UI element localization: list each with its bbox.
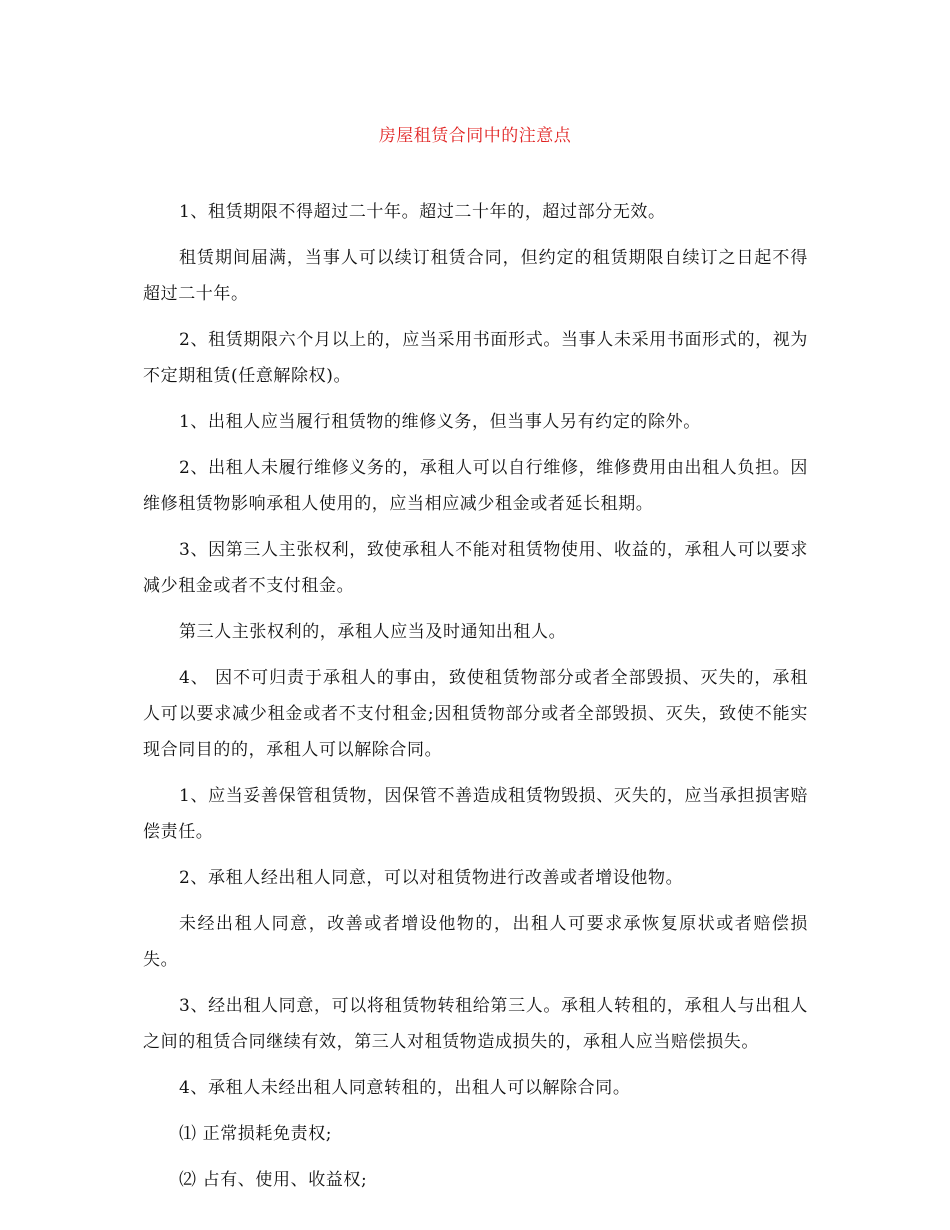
document-title: 房屋租赁合同中的注意点: [378, 126, 572, 146]
paragraph-13: 4、承租人未经出租人同意转租的，出租人可以解除合同。: [179, 1078, 631, 1098]
paragraph-5: 2、出租人未履行维修义务的，承租人可以自行维修，维修费用由出租人负担。因维修租赁物影响承租人使用的，应当相应减少租金或者延长租期。: [143, 458, 808, 514]
paragraph-8: 4、 因不可归责于承租人的事由，致使租赁物部分或者全部毁损、灭失的，承租人可以要求减少租金或者不支付租金;因租赁物部分或者全部毁损、灭失，致使不能实现合同目的的，承租人可以解除合同。: [143, 668, 808, 760]
paragraph-11: 未经出租人同意，改善或者增设他物的，出租人可要求承恢复原状或者赔偿损失。: [143, 914, 808, 970]
list-item-1: ⑴ 正常损耗免责权;: [179, 1124, 333, 1144]
paragraph-12: 3、经出租人同意，可以将租赁物转租给第三人。承租人转租的，承租人与出租人之间的租赁合同继续有效，第三人对租赁物造成损失的，承租人应当赔偿损失。: [143, 996, 808, 1052]
paragraph-6: 3、因第三人主张权利，致使承租人不能对租赁物使用、收益的，承租人可以要求减少租金或者不支付租金。: [143, 540, 808, 596]
paragraph-10: 2、承租人经出租人同意，可以对租赁物进行改善或者增设他物。: [179, 868, 684, 888]
paragraph-7: 第三人主张权利的，承租人应当及时通知出租人。: [179, 622, 567, 642]
list-item-2: ⑵ 占有、使用、收益权;: [179, 1170, 368, 1190]
document-body: [143, 194, 808, 1208]
paragraph-4: 1、出租人应当履行租赁物的维修义务，但当事人另有约定的除外。: [179, 412, 701, 432]
paragraph-1: 1、租赁期限不得超过二十年。超过二十年的，超过部分无效。: [179, 202, 666, 222]
paragraph-2: 租赁期间届满，当事人可以续订租赁合同，但约定的租赁期限自续订之日起不得超过二十年。: [143, 248, 808, 304]
paragraph-9: 1、应当妥善保管租赁物，因保管不善造成租赁物毁损、灭失的，应当承担损害赔偿责任。: [143, 786, 808, 842]
paragraph-3: 2、租赁期限六个月以上的，应当采用书面形式。当事人未采用书面形式的，视为不定期租赁(任意解除权)。: [143, 330, 808, 386]
